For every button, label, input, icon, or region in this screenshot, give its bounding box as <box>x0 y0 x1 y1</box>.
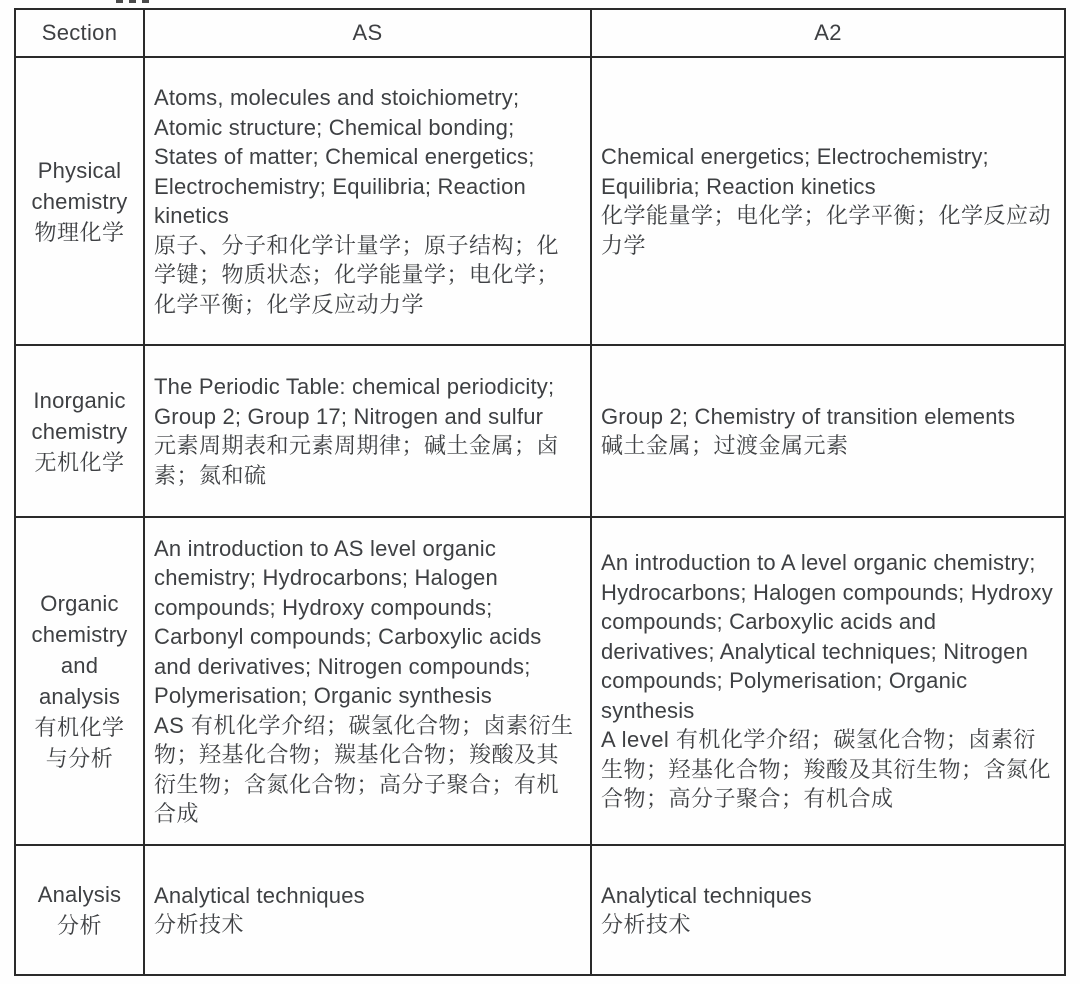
as-topics-zh: 分析技术 <box>154 912 245 937</box>
row-organic-chemistry-and-analysis <box>15 517 1065 845</box>
column-header-section: Section <box>15 9 144 57</box>
section-cell <box>15 517 144 845</box>
a2-topics-zh: A level 有机化学介绍；碳氢化合物；卤素衍生物；羟基化合物；羧酸及其衍生物；含氮化合物；高分子聚合；有机合成 <box>601 727 1052 812</box>
syllabus-comparison-table <box>14 8 1066 976</box>
section-cell <box>15 845 144 975</box>
section-name-zh: 分析 <box>56 913 102 938</box>
a2-topics-en: Analytical techniques <box>601 882 812 908</box>
a2-topics-en: An introduction to A level organic chemistry; Hydrocarbons; Halogen compounds; Hydroxy compounds; Carboxylic acids and derivatives; Analytical techniques; Nitrogen compounds; Polymerisation; Organic synthesis <box>601 550 1053 723</box>
as-topics-cell <box>144 845 591 975</box>
row-analysis <box>15 845 1065 975</box>
section-name-en: Inorganic chemistry <box>31 387 128 444</box>
a2-topics-zh: 碱土金属；过渡金属元素 <box>601 433 849 458</box>
column-header-a2: A2 <box>591 9 1065 57</box>
a2-topics-cell <box>591 345 1065 517</box>
a2-topics-zh: 分析技术 <box>601 912 692 937</box>
section-name-en: Organic chemistry and analysis <box>31 591 128 709</box>
cropped-text-fragment <box>116 0 176 4</box>
as-topics-cell <box>144 517 591 845</box>
as-topics-en: The Periodic Table: chemical periodicity; Group 2; Group 17; Nitrogen and sulfur <box>154 374 555 429</box>
section-cell <box>15 345 144 517</box>
a2-topics-cell <box>591 517 1065 845</box>
a2-topics-en: Group 2; Chemistry of transition elements <box>601 403 1016 429</box>
row-inorganic-chemistry <box>15 345 1065 517</box>
as-topics-zh: 元素周期表和元素周期律；碱土金属；卤素；氮和硫 <box>154 433 560 488</box>
as-topics-cell <box>144 345 591 517</box>
a2-topics-cell <box>591 57 1065 345</box>
section-name-zh: 无机化学 <box>34 449 125 475</box>
as-topics-en: An introduction to AS level organic chemistry; Hydrocarbons; Halogen compounds; Hydroxy compounds; Carbonyl compounds; Carboxylic acids and derivatives; Nitrogen compounds; Polymerisation; Organic synthesis <box>154 535 542 708</box>
as-topics-cell <box>144 57 591 345</box>
as-topics-en: Analytical techniques <box>154 882 365 908</box>
section-name-zh: 物理化学 <box>34 219 125 245</box>
a2-topics-cell <box>591 845 1065 975</box>
a2-topics-en: Chemical energetics; Electrochemistry; Equilibria; Reaction kinetics <box>601 144 989 199</box>
as-topics-en: Atoms, molecules and stoichiometry; Atomic structure; Chemical bonding; States of matter; Chemical energetics; Electrochemistry; Equilibria; Reaction kinetics <box>154 85 535 228</box>
section-name-en: Physical chemistry <box>31 157 128 214</box>
section-name-zh: 有机化学 与分析 <box>34 715 125 771</box>
as-topics-zh: AS 有机化学介绍；碳氢化合物；卤素衍生物；羟基化合物；羰基化合物；羧酸及其衍生物；含氮化合物；高分子聚合；有机合成 <box>154 712 574 826</box>
row-physical-chemistry <box>15 57 1065 345</box>
section-name-en: Analysis <box>37 882 122 907</box>
a2-topics-zh: 化学能量学；电化学；化学平衡；化学反应动力学 <box>601 203 1052 258</box>
table-header-row <box>15 9 1065 57</box>
as-topics-zh: 原子、分子和化学计量学；原子结构；化学键；物质状态；化学能量学；电化学；化学平衡；化学反应动力学 <box>154 232 560 317</box>
section-cell <box>15 57 144 345</box>
column-header-as: AS <box>144 9 591 57</box>
